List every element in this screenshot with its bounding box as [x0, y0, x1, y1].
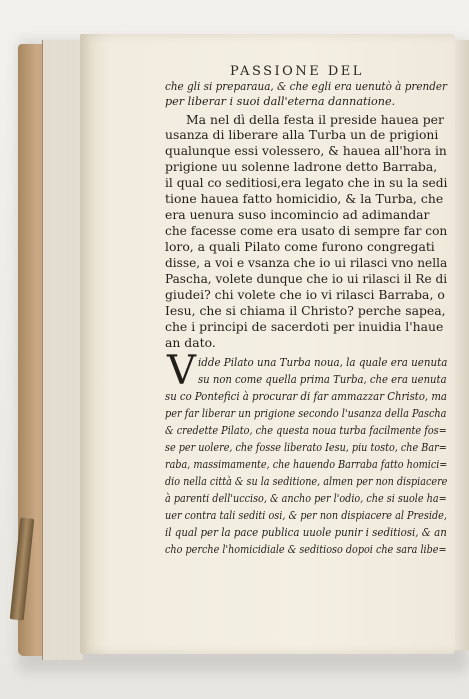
drop-cap: V [167, 348, 196, 394]
text-line: era uenura suso incomincio ad adimandar [165, 207, 430, 222]
text-line: se per uolere, che fosse liberato Iesu, piu tosto, che Bar= [165, 441, 447, 454]
text-line: per far liberar un prigione secondo l'usanza della Pascha [165, 407, 447, 420]
text-line: che facesse come era usato di sempre far con [165, 223, 448, 238]
text-line: Ma nel dì della festa il preside hauea per [186, 112, 444, 127]
text-line: qualunque essi volessero, & hauea all'hora in [165, 143, 447, 158]
page-block-edge [42, 40, 83, 660]
text-line: tione hauea fatto homicidio, & la Turba, che [165, 191, 444, 206]
text-line: il qual co seditiosi,era legato che in su la sedi [165, 175, 448, 190]
text-line: dio nella città & su la seditione, almen per non dispiacere [165, 475, 448, 488]
text-line: Pascha, volete dunque che io ui rilasci il Re di [165, 271, 448, 286]
running-header: PASSIONE DEL [230, 64, 364, 79]
text-line: idde Pilato una Turba noua, la quale era uenuta [198, 356, 448, 369]
text-line: giudei? chi volete che io vi rilasci Barraba, o [165, 287, 445, 302]
text-line: uer contra tali sediti osi, & per non dispiacere al Preside, [165, 509, 447, 522]
text-line: cho perche l'homicidiale & seditioso dopoi che sara libe= [165, 543, 447, 556]
text-line: disse, a voi e vsanza che io ui rilasci vno nella [165, 255, 448, 270]
text-line: su non come quella prima Turba, che era uenuta [198, 373, 447, 386]
text-line: raba, massimamente, che hauendo Barraba fatto homici= [165, 458, 448, 471]
text-line: Iesu, che si chiama il Christo? perche sapea, [165, 303, 446, 318]
text-line: che i principi de sacerdoti per inuidia l'haue [165, 319, 444, 334]
text-line: & credette Pilato, che questa noua turba facilmente fos= [165, 424, 447, 437]
text-line: su co Pontefici à procurar di far ammazzar Christo, ma [165, 390, 447, 403]
text-line: prigione uu solenne ladrone detto Barraba, [165, 159, 438, 174]
text-line: per liberar i suoi dall'eterna dannatione. [165, 95, 396, 108]
text-line: loro, a quali Pilato come furono congregati [165, 239, 435, 254]
text-line: à parenti dell'ucciso, & ancho per l'odio, che si suole ha= [165, 492, 447, 505]
text-line: che gli si preparaua, & che egli era uenutò à prender [165, 80, 448, 93]
text-line: an dato. [165, 335, 216, 350]
text-line: il qual per la pace publica uuole punir i seditiosi, & an [165, 526, 447, 539]
right-page-edge [455, 40, 469, 650]
text-line: usanza di liberare alla Turba un de prigioni [165, 127, 439, 142]
